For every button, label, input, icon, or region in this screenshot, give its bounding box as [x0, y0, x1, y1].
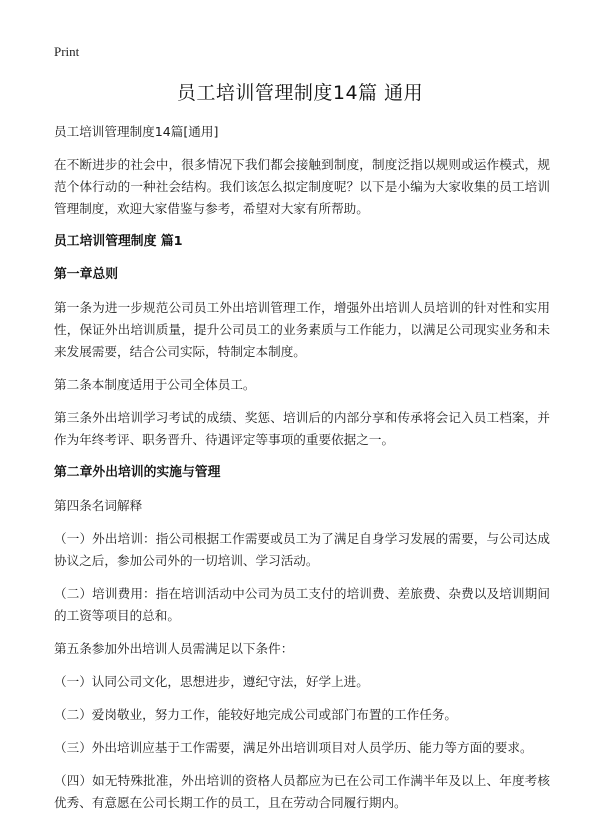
document-body [54, 121, 550, 825]
article-paragraph: 第三条外出培训学习考试的成绩、奖惩、培训后的内部分享和传承将会记入员工档案，并作为年终考评、职务晋升、待遇评定等事项的重要依据之一。 [54, 410, 550, 447]
article-item: （三）外出培训应基于工作需要，满足外出培训项目对人员学历、能力等方面的要求。 [54, 740, 533, 755]
print-link[interactable]: Print [54, 44, 80, 59]
article-item: （一）认同公司文化，思想进步，遵纪守法，好学上进。 [54, 674, 369, 689]
article-item: （四）如无特殊批准，外出培训的资格人员都应为已在公司工作满半年及以上、年度考核优秀、有意愿在公司长期工作的员工，且在劳动合同履行期内。 [54, 773, 550, 810]
chapter-heading: 第二章外出培训的实施与管理 [54, 465, 221, 480]
article-paragraph: 第四条名词解释 [54, 498, 143, 513]
section-heading: 员工培训管理制度 篇1 [54, 234, 183, 249]
article-item: （二）培训费用：指在培训活动中公司为员工支付的培训费、差旅费、杂费以及培训期间的工资等项目的总和。 [54, 586, 550, 623]
document-subtitle: 员工培训管理制度14篇[通用] [54, 124, 219, 139]
article-item: （一）外出培训：指公司根据工作需要或员工为了满足自身学习发展的需要，与公司达成协议之后，参加公司外的一切培训、学习活动。 [54, 531, 550, 568]
article-item: （二）爱岗敬业，努力工作，能较好地完成公司或部门布置的工作任务。 [54, 707, 457, 722]
article-paragraph: 第五条参加外出培训人员需满足以下条件： [54, 641, 294, 656]
article-paragraph: 第一条为进一步规范公司员工外出培训管理工作，增强外出培训人员培训的针对性和实用性，保证外出培训质量，提升公司员工的业务素质与工作能力，以满足公司现实业务和未来发展需要，结合公司实际，特制定本制度。 [54, 300, 550, 359]
intro-paragraph: 在不断进步的社会中，很多情况下我们都会接触到制度，制度泛指以规则或运作模式，规范个体行动的一种社会结构。我们该怎么拟定制度呢？以下是小编为大家收集的员工培训管理制度，欢迎大家借鉴与参考，希望对大家有所帮助。 [54, 157, 550, 216]
article-paragraph: 第二条本制度适用于公司全体员工。 [54, 377, 256, 392]
page-title: 员工培训管理制度14篇 通用 [176, 82, 424, 104]
chapter-heading: 第一章总则 [54, 267, 118, 282]
